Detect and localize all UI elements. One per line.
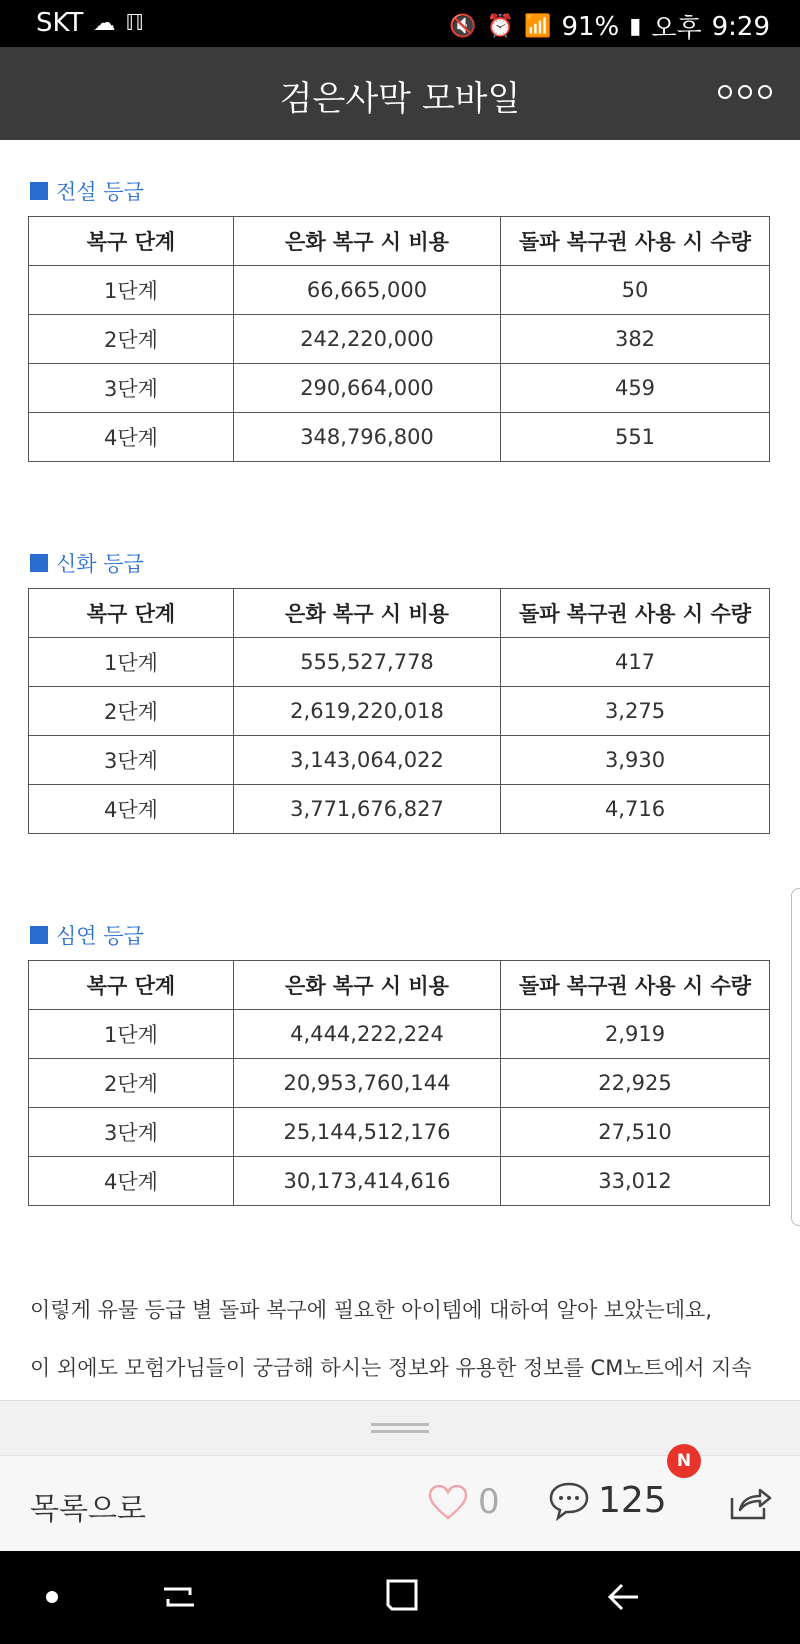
table-header-cell: 돌파 복구권 사용 시 수량 — [501, 217, 770, 266]
section-title-abyss — [30, 920, 144, 950]
share-button[interactable] — [728, 1482, 772, 1526]
table-header-cell: 은화 복구 시 비용 — [234, 217, 501, 266]
nav-dot-icon[interactable] — [46, 1591, 58, 1603]
mute-icon: 🔇 — [449, 14, 477, 39]
table-row — [29, 785, 770, 834]
table-header-cell: 복구 단계 — [29, 217, 234, 266]
alarm-icon: ⏰ — [486, 14, 515, 39]
table-cell: 1단계 — [29, 1010, 234, 1059]
table-row — [29, 687, 770, 736]
table-header-cell: 돌파 복구권 사용 시 수량 — [501, 961, 770, 1010]
table-cell: 1단계 — [29, 638, 234, 687]
table-cell: 3단계 — [29, 364, 234, 413]
table-cell: 25,144,512,176 — [234, 1108, 501, 1157]
table-row — [29, 1059, 770, 1108]
table-cell: 3단계 — [29, 1108, 234, 1157]
system-navigation-bar — [0, 1551, 800, 1644]
table-row — [29, 266, 770, 315]
table-header-cell: 복구 단계 — [29, 961, 234, 1010]
table-cell: 3단계 — [29, 736, 234, 785]
table-row — [29, 638, 770, 687]
table-cell: 4단계 — [29, 1157, 234, 1206]
table-header-row — [29, 589, 770, 638]
table-row — [29, 413, 770, 462]
table-row — [29, 1157, 770, 1206]
square-bullet-icon — [30, 182, 48, 200]
heart-icon — [428, 1484, 468, 1520]
table-cell: 3,771,676,827 — [234, 785, 501, 834]
table-cell: 3,143,064,022 — [234, 736, 501, 785]
section-title-legend — [30, 176, 144, 206]
clock: 9:29 — [711, 11, 770, 42]
comment-bubble-icon — [548, 1481, 590, 1521]
section-title-text: 신화 등급 — [56, 552, 144, 576]
abyss-grade-table — [28, 960, 770, 1206]
table-cell: 551 — [501, 413, 770, 462]
comment-count: 125 — [598, 1480, 667, 1521]
legend-grade-table — [28, 216, 770, 462]
table-cell: 2,619,220,018 — [234, 687, 501, 736]
table-cell: 348,796,800 — [234, 413, 501, 462]
table-header-row — [29, 217, 770, 266]
table-cell: 33,012 — [501, 1157, 770, 1206]
new-comment-badge: N — [667, 1444, 701, 1478]
recent-apps-icon[interactable] — [160, 1577, 200, 1617]
table-cell: 3,930 — [501, 736, 770, 785]
table-cell: 27,510 — [501, 1108, 770, 1157]
status-bar — [0, 0, 800, 47]
table-row — [29, 736, 770, 785]
section-title-text: 전설 등급 — [56, 180, 144, 204]
square-bullet-icon — [30, 554, 48, 572]
carrier-label: SKT — [36, 8, 84, 38]
comment-button[interactable] — [548, 1480, 667, 1521]
side-scroll-handle[interactable] — [791, 888, 800, 1226]
table-header-cell: 복구 단계 — [29, 589, 234, 638]
table-header-cell: 은화 복구 시 비용 — [234, 589, 501, 638]
square-bullet-icon — [30, 926, 48, 944]
table-cell: 242,220,000 — [234, 315, 501, 364]
like-count: 0 — [478, 1482, 500, 1522]
table-cell: 22,925 — [501, 1059, 770, 1108]
battery-icon: ▮ — [629, 14, 642, 39]
table-cell: 50 — [501, 266, 770, 315]
table-cell: 459 — [501, 364, 770, 413]
body-paragraph: 이렇게 유물 등급 별 돌파 복구에 필요한 아이템에 대하여 알아 보았는데요, — [30, 1298, 713, 1322]
table-cell: 4단계 — [29, 785, 234, 834]
table-cell: 2단계 — [29, 687, 234, 736]
bottom-action-bar — [0, 1451, 800, 1552]
app-header — [0, 47, 800, 140]
home-icon[interactable] — [382, 1575, 422, 1615]
table-cell: 4,444,222,224 — [234, 1010, 501, 1059]
myth-grade-table — [28, 588, 770, 834]
table-cell: 417 — [501, 638, 770, 687]
back-icon[interactable] — [604, 1577, 644, 1617]
table-cell: 555,527,778 — [234, 638, 501, 687]
share-icon — [728, 1482, 772, 1522]
table-cell: 20,953,760,144 — [234, 1059, 501, 1108]
table-row — [29, 1010, 770, 1059]
table-row — [29, 315, 770, 364]
cloud-icon: ☁ — [93, 10, 116, 36]
table-row — [29, 364, 770, 413]
table-cell: 30,173,414,616 — [234, 1157, 501, 1206]
section-title-myth — [30, 548, 144, 578]
ampm-label: 오후 — [651, 14, 702, 44]
page-title: 검은사막 모바일 — [279, 79, 521, 119]
table-cell: 382 — [501, 315, 770, 364]
table-header-row — [29, 961, 770, 1010]
table-cell: 3,275 — [501, 687, 770, 736]
table-cell: 1단계 — [29, 266, 234, 315]
table-header-cell: 은화 복구 시 비용 — [234, 961, 501, 1010]
table-cell: 2,919 — [501, 1010, 770, 1059]
table-cell: 66,665,000 — [234, 266, 501, 315]
battery-percent: 91% — [561, 11, 620, 42]
wifi-icon: 📶 — [524, 14, 552, 39]
table-cell: 4단계 — [29, 413, 234, 462]
back-to-list-button[interactable]: 목록으로 — [30, 1492, 146, 1527]
section-title-text: 심연 등급 — [56, 924, 144, 948]
table-header-cell: 돌파 복구권 사용 시 수량 — [501, 589, 770, 638]
body-paragraph: 이 외에도 모험가님들이 궁금해 하시는 정보와 유용한 정보를 CM노트에서 지속 — [30, 1356, 752, 1380]
notification-app-icon: ℿ — [125, 10, 145, 36]
table-cell: 2단계 — [29, 315, 234, 364]
table-cell: 290,664,000 — [234, 364, 501, 413]
table-cell: 2단계 — [29, 1059, 234, 1108]
table-row — [29, 1108, 770, 1157]
drag-handle-icon[interactable] — [371, 1423, 429, 1433]
table-cell: 4,716 — [501, 785, 770, 834]
like-button[interactable] — [428, 1482, 500, 1522]
more-options-icon[interactable] — [718, 85, 772, 99]
